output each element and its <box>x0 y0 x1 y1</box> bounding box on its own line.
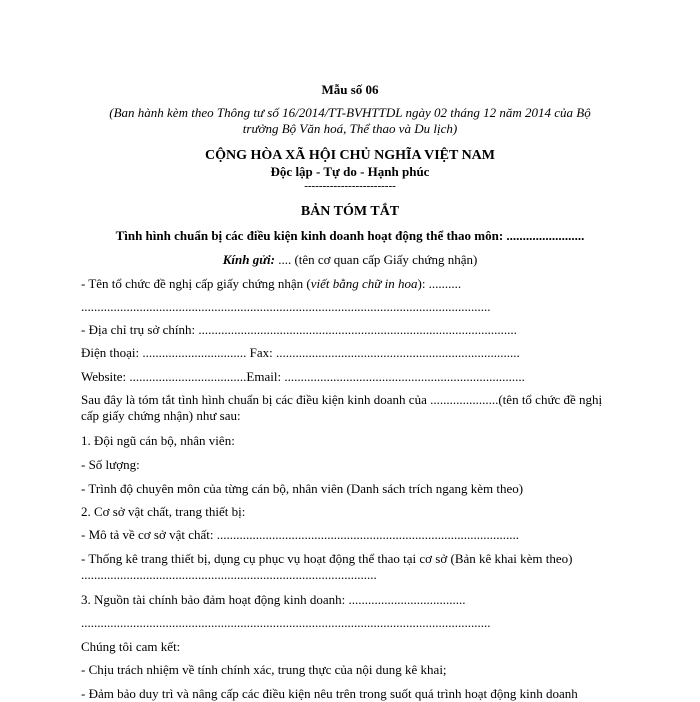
commitment-heading: Chúng tôi cam kết: <box>81 639 181 654</box>
recipient-line <box>70 252 630 268</box>
recipient-label: Kính gửi: <box>222 252 275 267</box>
phone-fax-field: Điện thoại: ................................ Fax: ........................................................................... <box>81 345 520 360</box>
form-number: Mẫu số 06 <box>321 82 379 97</box>
website-email-field: Website: ....................................Email: .......................................................................... <box>81 369 525 384</box>
section-1-heading: 1. Đội ngũ cán bộ, nhân viên: <box>81 433 235 448</box>
equipment-statistics-field: - Thống kê trang thiết bị, dụng cụ phục vụ hoạt động thể thao tại cơ sở (Bản kê khai kèm theo) ........................................................................................... <box>81 551 573 582</box>
section-3-heading: 3. Nguồn tài chính bảo đảm hoạt động kinh doanh: .................................... <box>81 592 466 607</box>
blank-line-1: .............................................................................................................................. <box>81 299 491 314</box>
staff-count-field: - Số lượng: <box>81 457 140 472</box>
org-name-label: - Tên tổ chức đề nghị cấp giấy chứng nhận ( <box>81 276 311 291</box>
separator-line: ------------------------- <box>304 180 396 192</box>
address-field: - Địa chỉ trụ sở chính: .................................................................................................. <box>81 322 517 337</box>
staff-qualification-field: - Trình độ chuyên môn của từng cán bộ, nhân viên (Danh sách trích ngang kèm theo) <box>81 481 524 496</box>
org-name-blank: ): .......... <box>417 276 462 291</box>
org-name-field <box>81 276 611 292</box>
document-subtitle: Tình hình chuẩn bị các điều kiện kinh doanh hoạt động thể thao môn: ........................ <box>115 228 585 243</box>
blank-line-2: .............................................................................................................................. <box>81 615 491 630</box>
section-2-heading: 2. Cơ sở vật chất, trang thiết bị: <box>81 504 246 519</box>
national-motto: Độc lập - Tự do - Hạnh phúc <box>270 164 430 179</box>
document-title: BẢN TÓM TẮT <box>300 204 400 219</box>
facilities-description-field: - Mô tả về cơ sở vật chất: ............................................................................................. <box>81 527 520 542</box>
nation-name: CỘNG HÒA XÃ HỘI CHỦ NGHĨA VIỆT NAM <box>204 148 495 163</box>
issuance-note: (Ban hành kèm theo Thông tư số 16/2014/TT-BVHTTDL ngày 02 tháng 12 năm 2014 của Bộ trưởng Bộ Văn hoá, Thể thao và Du lịch) <box>109 105 591 136</box>
recipient-value: .... (tên cơ quan cấp Giấy chứng nhận) <box>274 252 478 267</box>
commitment-item-2: - Đảm bảo duy trì và nâng cấp các điều kiện nêu trên trong suốt quá trình hoạt động kinh doanh <box>81 686 578 701</box>
summary-intro: Sau đây là tóm tắt tình hình chuẩn bị các điều kiện kinh doanh của .....................(tên tổ chức đề nghị cấp giấy chứng nhận) như sau: <box>81 392 603 423</box>
commitment-item-1: - Chịu trách nhiệm về tính chính xác, trung thực của nội dung kê khai; <box>81 662 447 677</box>
org-name-hint: viết bằng chữ in hoa <box>310 276 418 291</box>
